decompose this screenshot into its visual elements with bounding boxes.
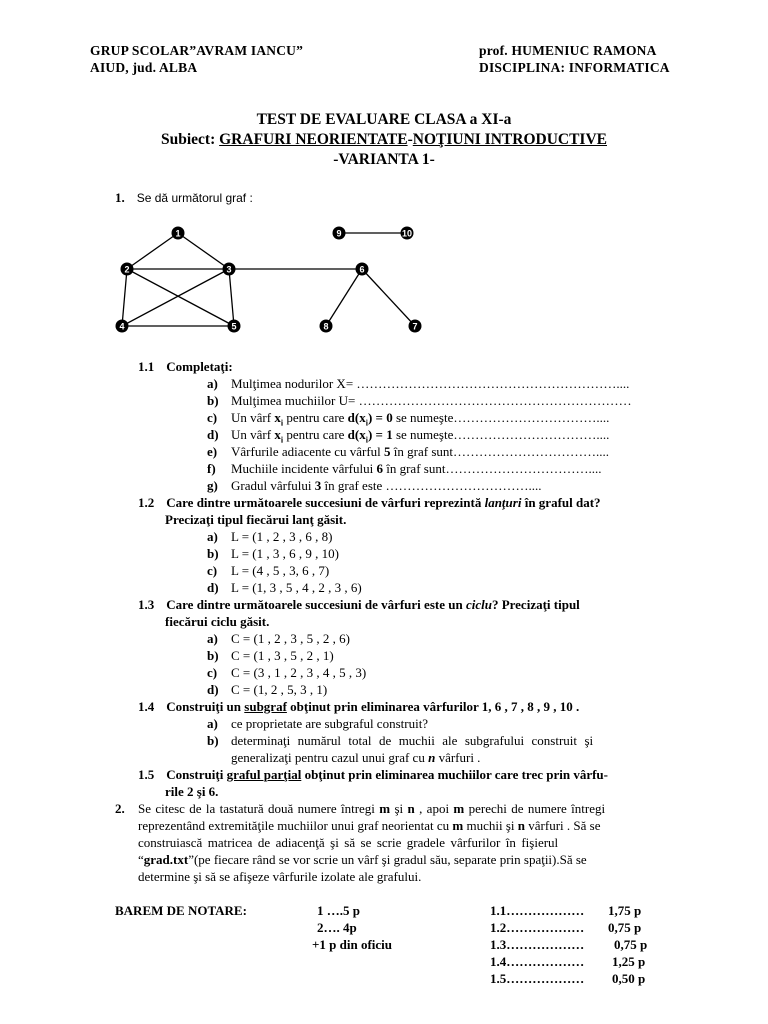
item-bold: 6 bbox=[376, 461, 383, 476]
graph-edge-1-3 bbox=[178, 233, 229, 269]
q2-text: , apoi bbox=[414, 801, 454, 816]
graph-node-1 bbox=[172, 227, 185, 240]
q2-text: muchii şi bbox=[463, 818, 518, 833]
item-letter: b) bbox=[207, 648, 219, 663]
q2-line2 bbox=[138, 818, 600, 834]
item-letter: d) bbox=[207, 427, 219, 442]
item-text: se numeşte…………………………….... bbox=[392, 410, 610, 425]
q11-title-line bbox=[138, 359, 233, 375]
item-text: Gradul vârfului bbox=[231, 478, 315, 493]
item-letter: g) bbox=[207, 478, 218, 493]
q2-bold: m bbox=[452, 818, 464, 833]
test-subject bbox=[0, 131, 768, 149]
barem-left-1: 1 ….5 p bbox=[317, 903, 360, 918]
item-bold: x bbox=[274, 410, 281, 425]
item-text: C = (1, 2 , 5, 3 , 1) bbox=[231, 682, 328, 697]
graph-node-label: 3 bbox=[226, 264, 232, 275]
graph-node-label: 9 bbox=[336, 228, 342, 239]
graph-node-label: 1 bbox=[175, 228, 181, 239]
q2-bold: grad.txt bbox=[143, 852, 189, 867]
item-text: Vârfurile adiacente cu vârful bbox=[231, 444, 385, 459]
barem-right-1 bbox=[490, 903, 641, 919]
q14-item-b bbox=[207, 733, 694, 749]
barem-left-2: 2…. 4p bbox=[317, 920, 357, 935]
graph-node-label: 2 bbox=[124, 264, 130, 275]
subject-dash: - bbox=[407, 131, 413, 148]
graph-edge-6-7 bbox=[362, 269, 415, 326]
q11-item-e bbox=[207, 444, 609, 460]
item-letter: d) bbox=[207, 682, 219, 697]
barem-right-4 bbox=[490, 954, 645, 970]
q11-item-a bbox=[207, 376, 629, 392]
q2-text: reprezentând extremităţile muchiilor unui graf neorientat cu bbox=[138, 818, 453, 833]
q2-number: 2. bbox=[115, 801, 125, 816]
barem-points: 1,75 p bbox=[608, 903, 642, 918]
graph-node-label: 5 bbox=[231, 321, 237, 332]
test-variant: -VARIANTA 1- bbox=[333, 151, 435, 168]
item-text: Muchiile incidente vârfului bbox=[231, 461, 377, 476]
q13-italic: ciclu bbox=[465, 597, 492, 612]
graph-node-5 bbox=[228, 320, 241, 333]
item-text: în graf sunt…………………………….... bbox=[390, 444, 609, 459]
q12-italic: lanţuri bbox=[484, 495, 522, 510]
graph-node-label: 10 bbox=[401, 228, 413, 239]
graph-edge-1-2 bbox=[127, 233, 178, 269]
item-letter: a) bbox=[207, 376, 218, 391]
barem-points: 0,50 p bbox=[612, 971, 646, 986]
q2-bold: n bbox=[517, 818, 526, 833]
q12-text: Care dintre următoarele succesiuni de vârfuri reprezintă bbox=[166, 495, 485, 510]
item-bold: x bbox=[274, 427, 281, 442]
test-title: TEST DE EVALUARE CLASA a XI-a bbox=[256, 111, 512, 128]
barem-label: 1.1……………… bbox=[490, 903, 585, 918]
barem-label: 1.5……………… bbox=[490, 971, 585, 986]
barem-left-3: +1 p din oficiu bbox=[312, 937, 393, 952]
q13-item-d bbox=[207, 682, 327, 698]
barem-label: 1.2……………… bbox=[490, 920, 585, 935]
item-text: ce proprietate are subgraful construit? bbox=[231, 716, 429, 731]
q15-number: 1.5 bbox=[138, 767, 155, 782]
item-text: L = (1 , 3 , 6 , 9 , 10) bbox=[231, 546, 339, 561]
subject-part2: NOŢIUNI INTRODUCTIVE bbox=[412, 131, 607, 148]
item-bold: n bbox=[428, 750, 436, 765]
item-bold: ) = 1 bbox=[367, 427, 393, 442]
q14-number: 1.4 bbox=[138, 699, 155, 714]
q13-line1 bbox=[138, 597, 694, 613]
q12-item-a bbox=[207, 529, 332, 545]
header-town: AIUD, jud. ALBA bbox=[90, 60, 198, 75]
graph-node-label: 4 bbox=[119, 321, 125, 332]
barem-points: 0,75 p bbox=[614, 937, 648, 952]
q13-number: 1.3 bbox=[138, 597, 155, 612]
q14-text: obţinut prin eliminarea vârfurilor 1, 6 , 7 , 8 , 9 , 10 . bbox=[286, 699, 580, 714]
graph-edge-2-4 bbox=[122, 269, 127, 326]
item-text: C = (1 , 2 , 3 , 5 , 2 , 6) bbox=[231, 631, 350, 646]
graph-edge-3-5 bbox=[229, 269, 234, 326]
item-text: determinaţi numărul total de muchii ale subgrafului construit şi bbox=[231, 733, 594, 748]
q1-line bbox=[115, 190, 253, 206]
item-letter: a) bbox=[207, 631, 218, 646]
q11-item-d bbox=[207, 427, 609, 443]
item-text: pentru care bbox=[283, 427, 348, 442]
item-letter: d) bbox=[207, 580, 219, 595]
item-sub: i bbox=[365, 435, 368, 445]
graph-node-2 bbox=[121, 263, 134, 276]
graph-node-10 bbox=[401, 227, 414, 240]
barem-title: BAREM DE NOTARE: bbox=[115, 903, 247, 918]
q2-text: vârfuri . Să se bbox=[525, 818, 601, 833]
graph-node-label: 6 bbox=[359, 264, 365, 275]
q2-bold: m bbox=[379, 801, 391, 816]
item-sub: i bbox=[280, 418, 284, 428]
item-text: vârfuri . bbox=[435, 750, 481, 765]
q12-line2: Precizaţi tipul fiecărui lanţ găsit. bbox=[165, 512, 347, 527]
q15-text: obţinut prin eliminarea muchiilor care trec prin vârfu- bbox=[301, 767, 608, 782]
q13-item-a bbox=[207, 631, 350, 647]
graph-node-8 bbox=[320, 320, 333, 333]
q14-text: Construiţi un bbox=[166, 699, 245, 714]
q11-item-g bbox=[207, 478, 542, 494]
header-teacher: prof. HUMENIUC RAMONA bbox=[479, 43, 657, 58]
graph-edge-2-5 bbox=[127, 269, 234, 326]
q15-underlined: graful parţial bbox=[226, 767, 302, 782]
barem-right-5 bbox=[490, 971, 645, 987]
item-bold: d(x bbox=[347, 410, 366, 425]
q2-line1 bbox=[138, 801, 605, 817]
item-letter: b) bbox=[207, 393, 219, 408]
item-text: Un vârf bbox=[231, 427, 275, 442]
q11-title: Completaţi: bbox=[166, 359, 233, 374]
q11-item-f bbox=[207, 461, 601, 477]
item-sub: i bbox=[280, 435, 284, 445]
item-text: L = (1 , 2 , 3 , 6 , 8) bbox=[231, 529, 333, 544]
q1-text: Se dă următorul graf : bbox=[136, 191, 253, 205]
item-text: L = (4 , 5 , 3, 6 , 7) bbox=[231, 563, 330, 578]
item-bold: ) = 0 bbox=[367, 410, 393, 425]
item-sub: i bbox=[365, 418, 368, 428]
q14-underlined: subgraf bbox=[244, 699, 287, 714]
item-bold: 3 bbox=[314, 478, 322, 493]
q2-text: şi bbox=[390, 801, 408, 816]
q15-line2: rile 2 şi 6. bbox=[165, 784, 219, 799]
q1-number: 1. bbox=[115, 190, 125, 205]
item-letter: a) bbox=[207, 529, 218, 544]
q13-item-b bbox=[207, 648, 334, 664]
item-letter: c) bbox=[207, 410, 218, 425]
item-text: se numeşte…………………………….... bbox=[392, 427, 610, 442]
item-text: Un vârf bbox=[231, 410, 275, 425]
q2-text: “ bbox=[138, 852, 144, 867]
q2-bold: m bbox=[453, 801, 465, 816]
header-school: GRUP SCOLAR”AVRAM IANCU” bbox=[90, 43, 304, 58]
subject-prefix: Subiect: bbox=[161, 131, 220, 148]
barem-points: 1,25 p bbox=[612, 954, 646, 969]
graph-node-6 bbox=[356, 263, 369, 276]
graph-node-3 bbox=[223, 263, 236, 276]
item-letter: b) bbox=[207, 733, 219, 748]
item-text: Mulţimea muchiilor U= ……………………………………………………… bbox=[231, 393, 632, 408]
q13-text: ? Precizaţi tipul bbox=[491, 597, 580, 612]
item-letter: a) bbox=[207, 716, 218, 731]
barem-points: 0,75 p bbox=[608, 920, 642, 935]
q12-item-b bbox=[207, 546, 339, 562]
q12-text: în graful dat? bbox=[521, 495, 601, 510]
q12-item-d bbox=[207, 580, 362, 596]
q14-item-a bbox=[207, 716, 428, 732]
item-letter: c) bbox=[207, 665, 218, 680]
q15-line1 bbox=[138, 767, 608, 783]
item-bold: 5 bbox=[384, 444, 391, 459]
graph-nodes bbox=[116, 227, 422, 333]
q2-line5: determine şi să se afişeze vârfurile izolate ale grafului. bbox=[138, 869, 422, 884]
barem-label: 1.4……………… bbox=[490, 954, 585, 969]
q2-text: Se citesc de la tastatură două numere întregi bbox=[138, 801, 380, 816]
q12-item-c bbox=[207, 563, 329, 579]
q13-item-c bbox=[207, 665, 366, 681]
graph-edge-6-8 bbox=[326, 269, 362, 326]
q2-bold: n bbox=[407, 801, 415, 816]
q2-line3: construiască matricea de adiacenţă şi să se scrie gradele vârfurilor în fişierul bbox=[138, 835, 559, 850]
subject-part1: GRAFURI NEORIENTATE bbox=[219, 131, 408, 148]
barem-label: 1.3……………… bbox=[490, 937, 585, 952]
graph-node-label: 8 bbox=[323, 321, 329, 332]
graph-node-label: 7 bbox=[412, 321, 418, 332]
q12-number: 1.2 bbox=[138, 495, 155, 510]
q11-number: 1.1 bbox=[138, 359, 155, 374]
item-letter: e) bbox=[207, 444, 218, 459]
graph-figure bbox=[110, 218, 430, 340]
barem-right-3 bbox=[490, 937, 647, 953]
item-text: în graf sunt…………………………….... bbox=[382, 461, 602, 476]
graph-node-7 bbox=[409, 320, 422, 333]
item-text: L = (1, 3 , 5 , 4 , 2 , 3 , 6) bbox=[231, 580, 362, 595]
q11-item-b bbox=[207, 393, 632, 409]
q2-line4 bbox=[138, 852, 587, 868]
item-text: pentru care bbox=[283, 410, 348, 425]
q13-line2: fiecărui ciclu găsit. bbox=[165, 614, 270, 629]
item-text: generalizaţi pentru cazul unui graf cu bbox=[231, 750, 429, 765]
item-text: C = (1 , 3 , 5 , 2 , 1) bbox=[231, 648, 334, 663]
graph-edge-3-4 bbox=[122, 269, 229, 326]
item-text: în graf este …………………………….... bbox=[321, 478, 542, 493]
item-letter: b) bbox=[207, 546, 219, 561]
barem-right-2 bbox=[490, 920, 641, 936]
item-bold: d(x bbox=[347, 427, 366, 442]
q15-text: Construiţi bbox=[166, 767, 227, 782]
graph-edges bbox=[122, 233, 415, 326]
item-letter: c) bbox=[207, 563, 218, 578]
q13-text: Care dintre următoarele succesiuni de vârfuri este un bbox=[166, 597, 466, 612]
q2-text: perechi de numere întregi bbox=[464, 801, 606, 816]
item-letter: f) bbox=[207, 461, 216, 476]
item-text: Mulţimea nodurilor X= …………………………………………………….... bbox=[231, 376, 630, 391]
graph-node-9 bbox=[333, 227, 346, 240]
q14-line bbox=[138, 699, 579, 715]
graph-node-4 bbox=[116, 320, 129, 333]
q2-text: ”(pe fiecare rând se vor scrie un vârf şi gradul său, separate prin spaţii).Să se bbox=[188, 852, 587, 867]
item-text: C = (3 , 1 , 2 , 3 , 4 , 5 , 3) bbox=[231, 665, 367, 680]
q12-line1 bbox=[138, 495, 601, 511]
q14-item-b-line2 bbox=[231, 750, 480, 766]
q11-item-c bbox=[207, 410, 609, 426]
header-discipline: DISCIPLINA: INFORMATICA bbox=[479, 60, 670, 75]
